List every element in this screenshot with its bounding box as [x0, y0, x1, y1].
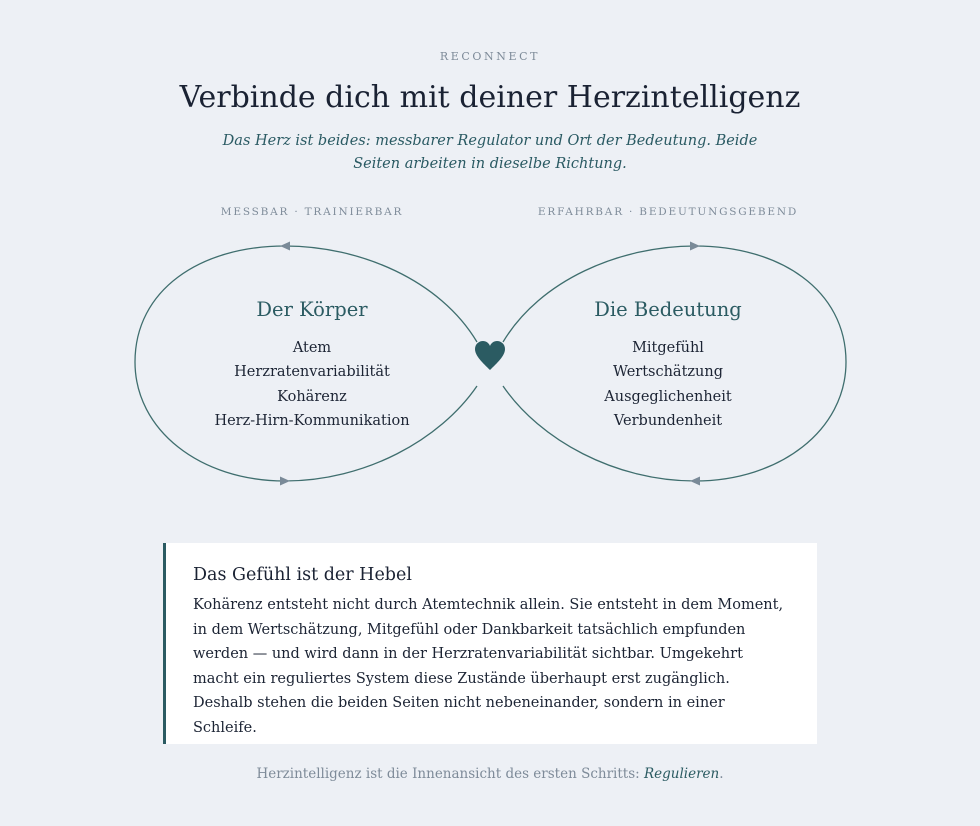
left-side-label: MESSBAR · TRAINIERBAR: [220, 206, 404, 218]
arrow-left-top-icon: [280, 242, 290, 251]
list-item: Mitgefühl: [632, 340, 704, 356]
left-lobe-title: Der Körper: [256, 298, 368, 321]
list-item: Ausgeglichenheit: [604, 388, 732, 405]
list-item: Herz-Hirn-Kommunikation: [214, 412, 410, 429]
eyebrow: RECONNECT: [439, 50, 541, 63]
arrow-right-bottom-icon: [690, 477, 700, 486]
list-item: Wertschätzung: [612, 364, 724, 381]
right-lobe-title: Die Bedeutung: [594, 298, 742, 321]
footer-text: Herzintelligenz ist die Innenansicht des ersten Schritts:: [256, 766, 640, 782]
card-body: Kohärenz entsteht nicht durch Atemtechnik allein. Sie entsteht in dem Moment, in dem Wertschätzung, Mitgefühl oder Dankbarkeit tatsächlich empfunden werden — und wird dann in der Herzratenvariabilität sichtbar. Umgekehrt macht ein reguliertes System diese Zustände überhaupt erst zugänglich. Deshalb stehen die beiden Seiten nicht nebeneinander, sondern in einer Schleife.: [193, 597, 784, 736]
footer-emphasis: Regulieren: [643, 766, 720, 782]
arrow-right-top-icon: [690, 242, 700, 251]
list-item: Verbundenheit: [613, 412, 723, 429]
footer-note: [0, 766, 980, 782]
page-title: Verbinde dich mit deiner Herzintelligenz: [179, 80, 801, 115]
list-item: Herzratenvariabilität: [234, 364, 390, 381]
heart-icon: [475, 341, 505, 370]
left-lobe-list: [162, 336, 462, 433]
card-title: Das Gefühl ist der Hebel: [193, 565, 412, 585]
footer-suffix: .: [719, 766, 724, 782]
arrow-left-bottom-icon: [280, 477, 290, 486]
list-item: Atem: [292, 340, 332, 356]
page-subtitle: Das Herz ist beides: messbarer Regulator und Ort der Bedeutung. Beide Seiten arbeiten in dieselbe Richtung.: [222, 133, 758, 172]
insight-card: [163, 543, 817, 744]
right-side-label: ERFAHRBAR · BEDEUTUNGSGEBEND: [537, 206, 799, 218]
list-item: Kohärenz: [277, 388, 347, 405]
right-lobe-list: [518, 336, 818, 433]
